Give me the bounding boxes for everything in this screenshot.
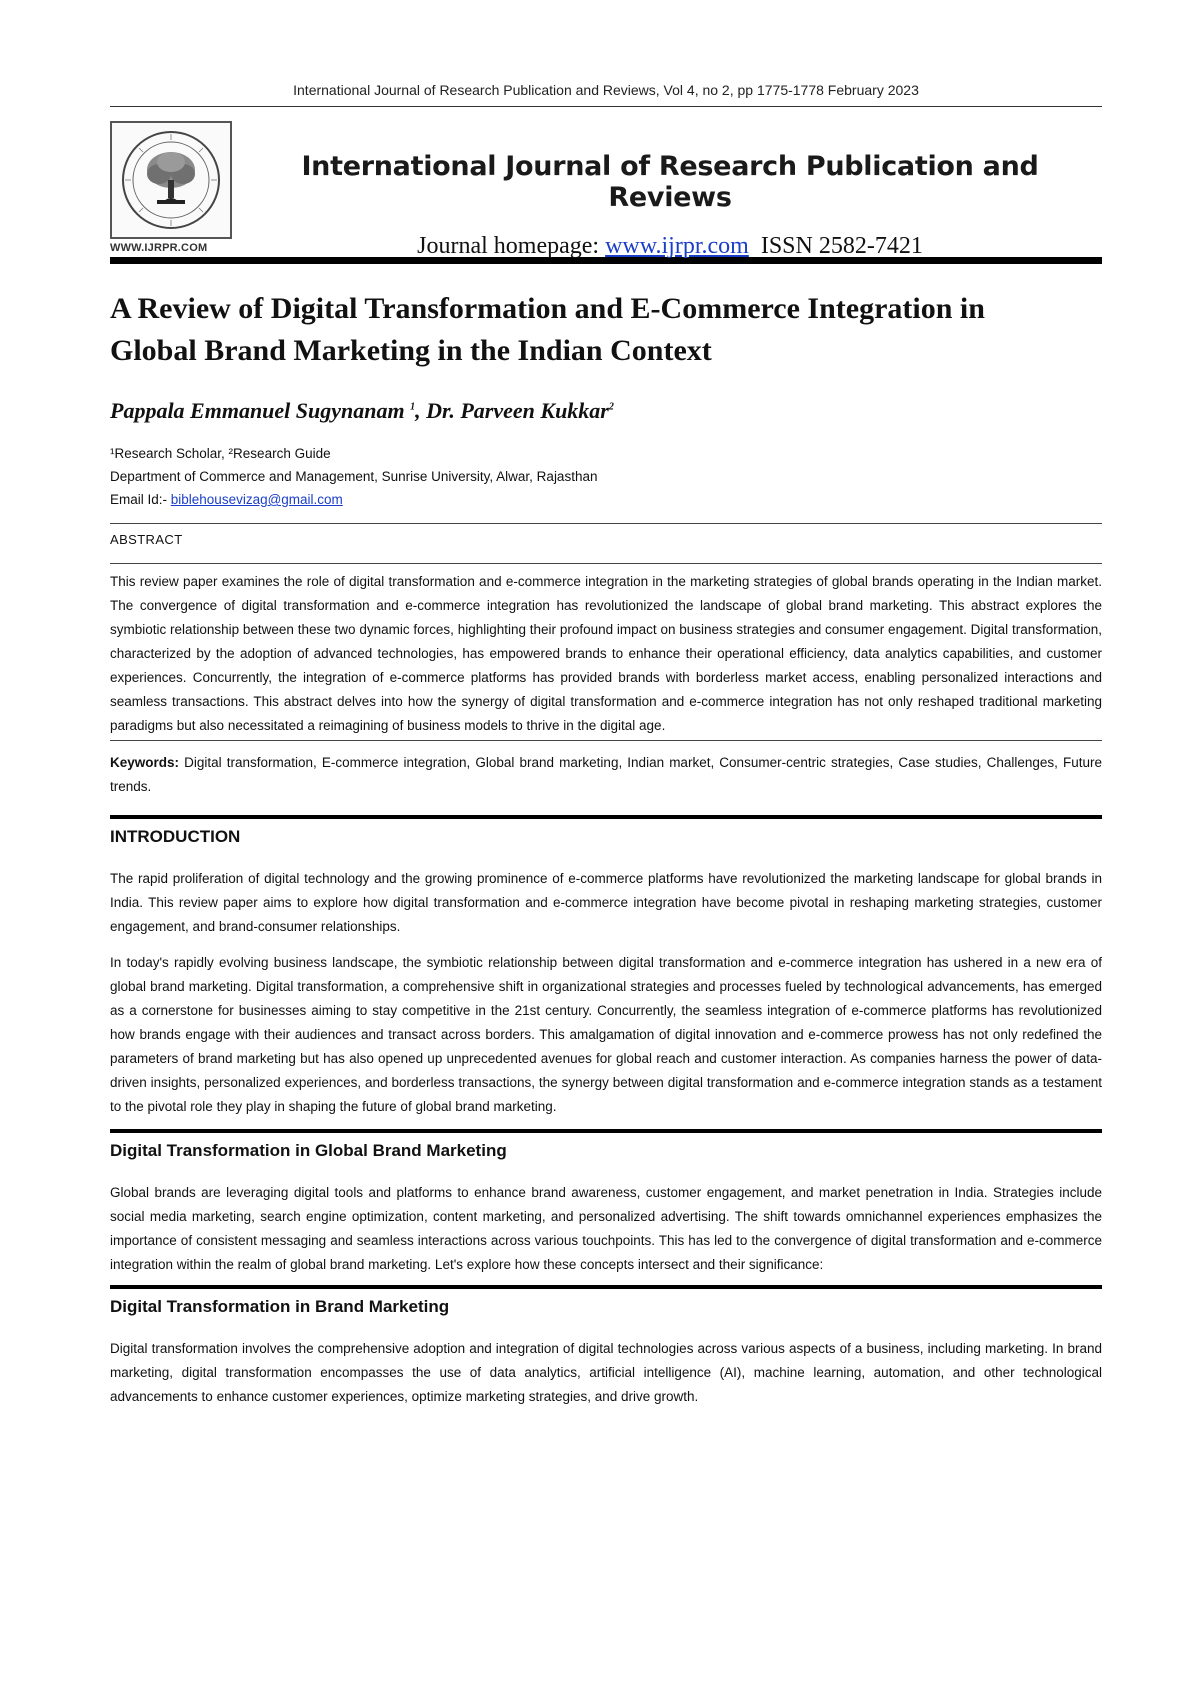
email-label: Email Id:-	[110, 492, 171, 507]
section-brand-rule	[110, 1285, 1102, 1289]
running-head: International Journal of Research Publication and Reviews, Vol 4, no 2, pp 1775-1778 February 2023	[293, 82, 919, 98]
author-2-sup: 2	[608, 401, 614, 413]
section-brand-para: Digital transformation involves the comprehensive adoption and integration of digital technologies across various aspects of a business, including marketing. In brand marketing, digital transformation encompasses the use of data analytics, artificial intelligence (AI), machine learning, automation, and other technological advancements to enhance customer experiences, optimize marketing strategies, and drive growth.	[110, 1341, 1102, 1404]
masthead	[110, 107, 1102, 257]
homepage-label: Journal homepage:	[417, 233, 606, 259]
author-1-sup: 1	[410, 401, 416, 413]
masthead-text	[238, 107, 1102, 260]
issn: ISSN 2582-7421	[760, 233, 923, 259]
keywords-label: Keywords:	[110, 755, 180, 770]
author-list	[110, 398, 1102, 424]
introduction-rule	[110, 815, 1102, 819]
affiliation-block	[110, 442, 1102, 511]
email-link[interactable]: biblehousevizag@gmail.com	[170, 492, 343, 507]
abstract-text: This review paper examines the role of digital transformation and e-commerce integration in the marketing strategies of global brands operating in the Indian market. The convergence of digital transformation and e-commerce integration has revolutionized the landscape of global brand marketing. This abstract explores the symbiotic relationship between these two dynamic forces, highlighting their profound impact on business strategies and consumer engagement. Digital transformation, characterized by the adoption of advanced technologies, has empowered brands to enhance their operational efficiency, data analytics capabilities, and customer experiences. Concurrently, the integration of e-commerce platforms has provided brands with borderless market access, enabling personalized interactions and seamless transactions. This abstract delves into how the synergy of digital transformation and e-commerce integration has not only reshaped traditional marketing paradigms but also necessitated a reimagining of business models to thrive in the digital age.	[110, 574, 1102, 733]
email-line	[110, 488, 1102, 511]
abstract-heading: ABSTRACT	[110, 532, 183, 547]
logo-emblem	[110, 121, 232, 239]
tree-seal-icon	[119, 128, 223, 232]
journal-name: International Journal of Research Publication and Reviews	[301, 151, 1039, 213]
abstract-bottom-rule	[110, 740, 1102, 741]
author-1: Pappala Emmanuel Sugynanam	[110, 398, 411, 423]
title-line-1: A Review of Digital Transformation and E-Commerce Integration in	[110, 292, 985, 325]
keywords-text: Digital transformation, E-commerce integration, Global brand marketing, Indian market, Consumer-centric strategies, Case studies, Challenges, Future trends.	[110, 755, 1102, 794]
abstract-top-rule	[110, 523, 1102, 524]
paper-page	[110, 0, 1102, 1409]
title-line-2: Global Brand Marketing in the Indian Context	[110, 334, 712, 367]
section-global-para: Global brands are leveraging digital tools and platforms to enhance brand awareness, customer engagement, and market penetration in India. Strategies include social media marketing, search engine optimization, content marketing, and personalized advertising. The shift towards omnichannel experiences emphasizes the importance of consistent messaging and seamless interactions across various touchpoints. This has led to the convergence of digital transformation and e-commerce integration within the realm of global brand marketing. Let's explore how these concepts intersect and their significance:	[110, 1185, 1102, 1272]
introduction-heading: INTRODUCTION	[110, 827, 241, 846]
journal-logo	[110, 121, 238, 259]
paper-title	[110, 288, 1102, 372]
section-global-heading: Digital Transformation in Global Brand Marketing	[110, 1141, 507, 1160]
section-brand-heading: Digital Transformation in Brand Marketing	[110, 1297, 450, 1316]
homepage-link[interactable]: www.ijrpr.com	[605, 233, 749, 259]
introduction-para-1: The rapid proliferation of digital technology and the growing prominence of e-commerce platforms have revolutionized the marketing landscape for global brands in India. This review paper aims to explore how digital transformation and e-commerce integration have become pivotal in reshaping marketing strategies, customer engagement, and brand-consumer relationships.	[110, 871, 1102, 934]
introduction-para-2: In today's rapidly evolving business landscape, the symbiotic relationship between digital transformation and e-commerce integration has ushered in a new era of global brand marketing. Digital transformation, a comprehensive shift in organizational strategies and processes fueled by technological advancements, has emerged as a cornerstone for businesses aiming to stay competitive in the 21st century. Concurrently, the seamless integration of e-commerce platforms has revolutionized how brands engage with their audiences and transact across borders. This amalgamation of digital innovation and e-commerce prowess has not only redefined the parameters of brand marketing but has also opened up unprecedented avenues for global reach and customer interaction. As companies harness the power of data-driven insights, personalized experiences, and borderless transactions, the synergy between digital transformation and e-commerce integration stands as a testament to the pivotal role they play in shaping the future of global brand marketing.	[110, 955, 1102, 1114]
abstract-heading-rule	[110, 563, 1102, 564]
section-global-rule	[110, 1129, 1102, 1133]
author-separator: ,	[415, 398, 427, 423]
department: Department of Commerce and Management, Sunrise University, Alwar, Rajasthan	[110, 469, 598, 484]
keywords	[110, 751, 1102, 799]
author-roles: ¹Research Scholar, ²Research Guide	[110, 446, 331, 461]
logo-url-text: WWW.IJRPR.COM	[110, 242, 208, 254]
journal-homepage	[238, 233, 1102, 260]
author-2: Dr. Parveen Kukkar	[426, 398, 609, 423]
